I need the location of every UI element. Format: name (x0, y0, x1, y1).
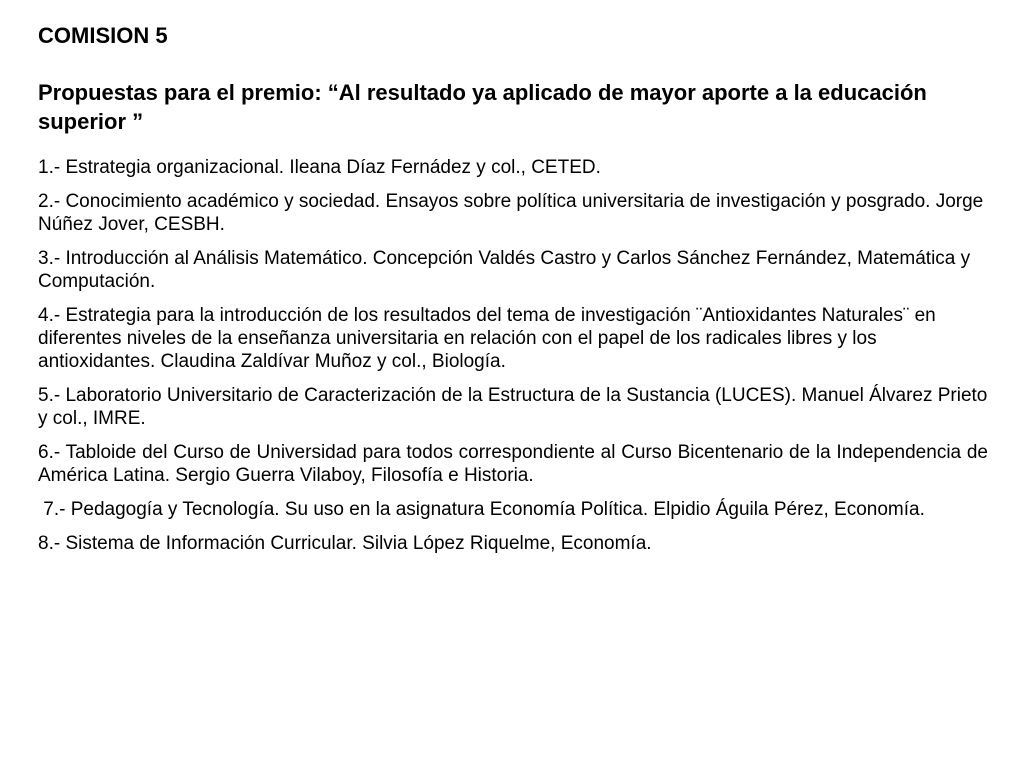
list-item: 8.- Sistema de Información Curricular. Silvia López Riquelme, Economía. (38, 533, 652, 554)
page-title: COMISION 5 (38, 23, 168, 48)
list-item: 2.- Conocimiento académico y sociedad. Ensayos sobre política universitaria de investigación y posgrado. Jorge Núñez Jover, CESBH. (38, 191, 984, 235)
list-item: 4.- Estrategia para la introducción de los resultados del tema de investigación ¨Antioxidantes Naturales¨ en diferentes niveles de la enseñanza universitaria en relación con el papel de los radicales libres y los antioxidantes. Claudina Zaldívar Muñoz y col., Biología. (38, 305, 936, 372)
list-item: 5.- Laboratorio Universitario de Caracterización de la Estructura de la Sustancia (LUCES). Manuel Álvarez Prieto y col., IMRE. (38, 385, 988, 429)
list-item: 1.- Estrategia organizacional. Ileana Díaz Fernádez y col., CETED. (38, 157, 601, 178)
award-subtitle: Propuestas para el premio: “Al resultado ya aplicado de mayor aporte a la educación superior ” (38, 80, 927, 134)
list-item: 6.- Tabloide del Curso de Universidad para todos correspondiente al Curso Bicentenario de la Independencia de América Latina. Sergio Guerra Vilaboy, Filosofía e Historia. (38, 442, 988, 486)
slide-content (38, 22, 988, 566)
proposal-list (38, 156, 988, 555)
list-item: 3.- Introducción al Análisis Matemático. Concepción Valdés Castro y Carlos Sánchez Fernández, Matemática y Computación. (38, 248, 971, 292)
list-item: 7.- Pedagogía y Tecnología. Su uso en la asignatura Economía Política. Elpidio Águila Pérez, Economía. (38, 499, 925, 520)
